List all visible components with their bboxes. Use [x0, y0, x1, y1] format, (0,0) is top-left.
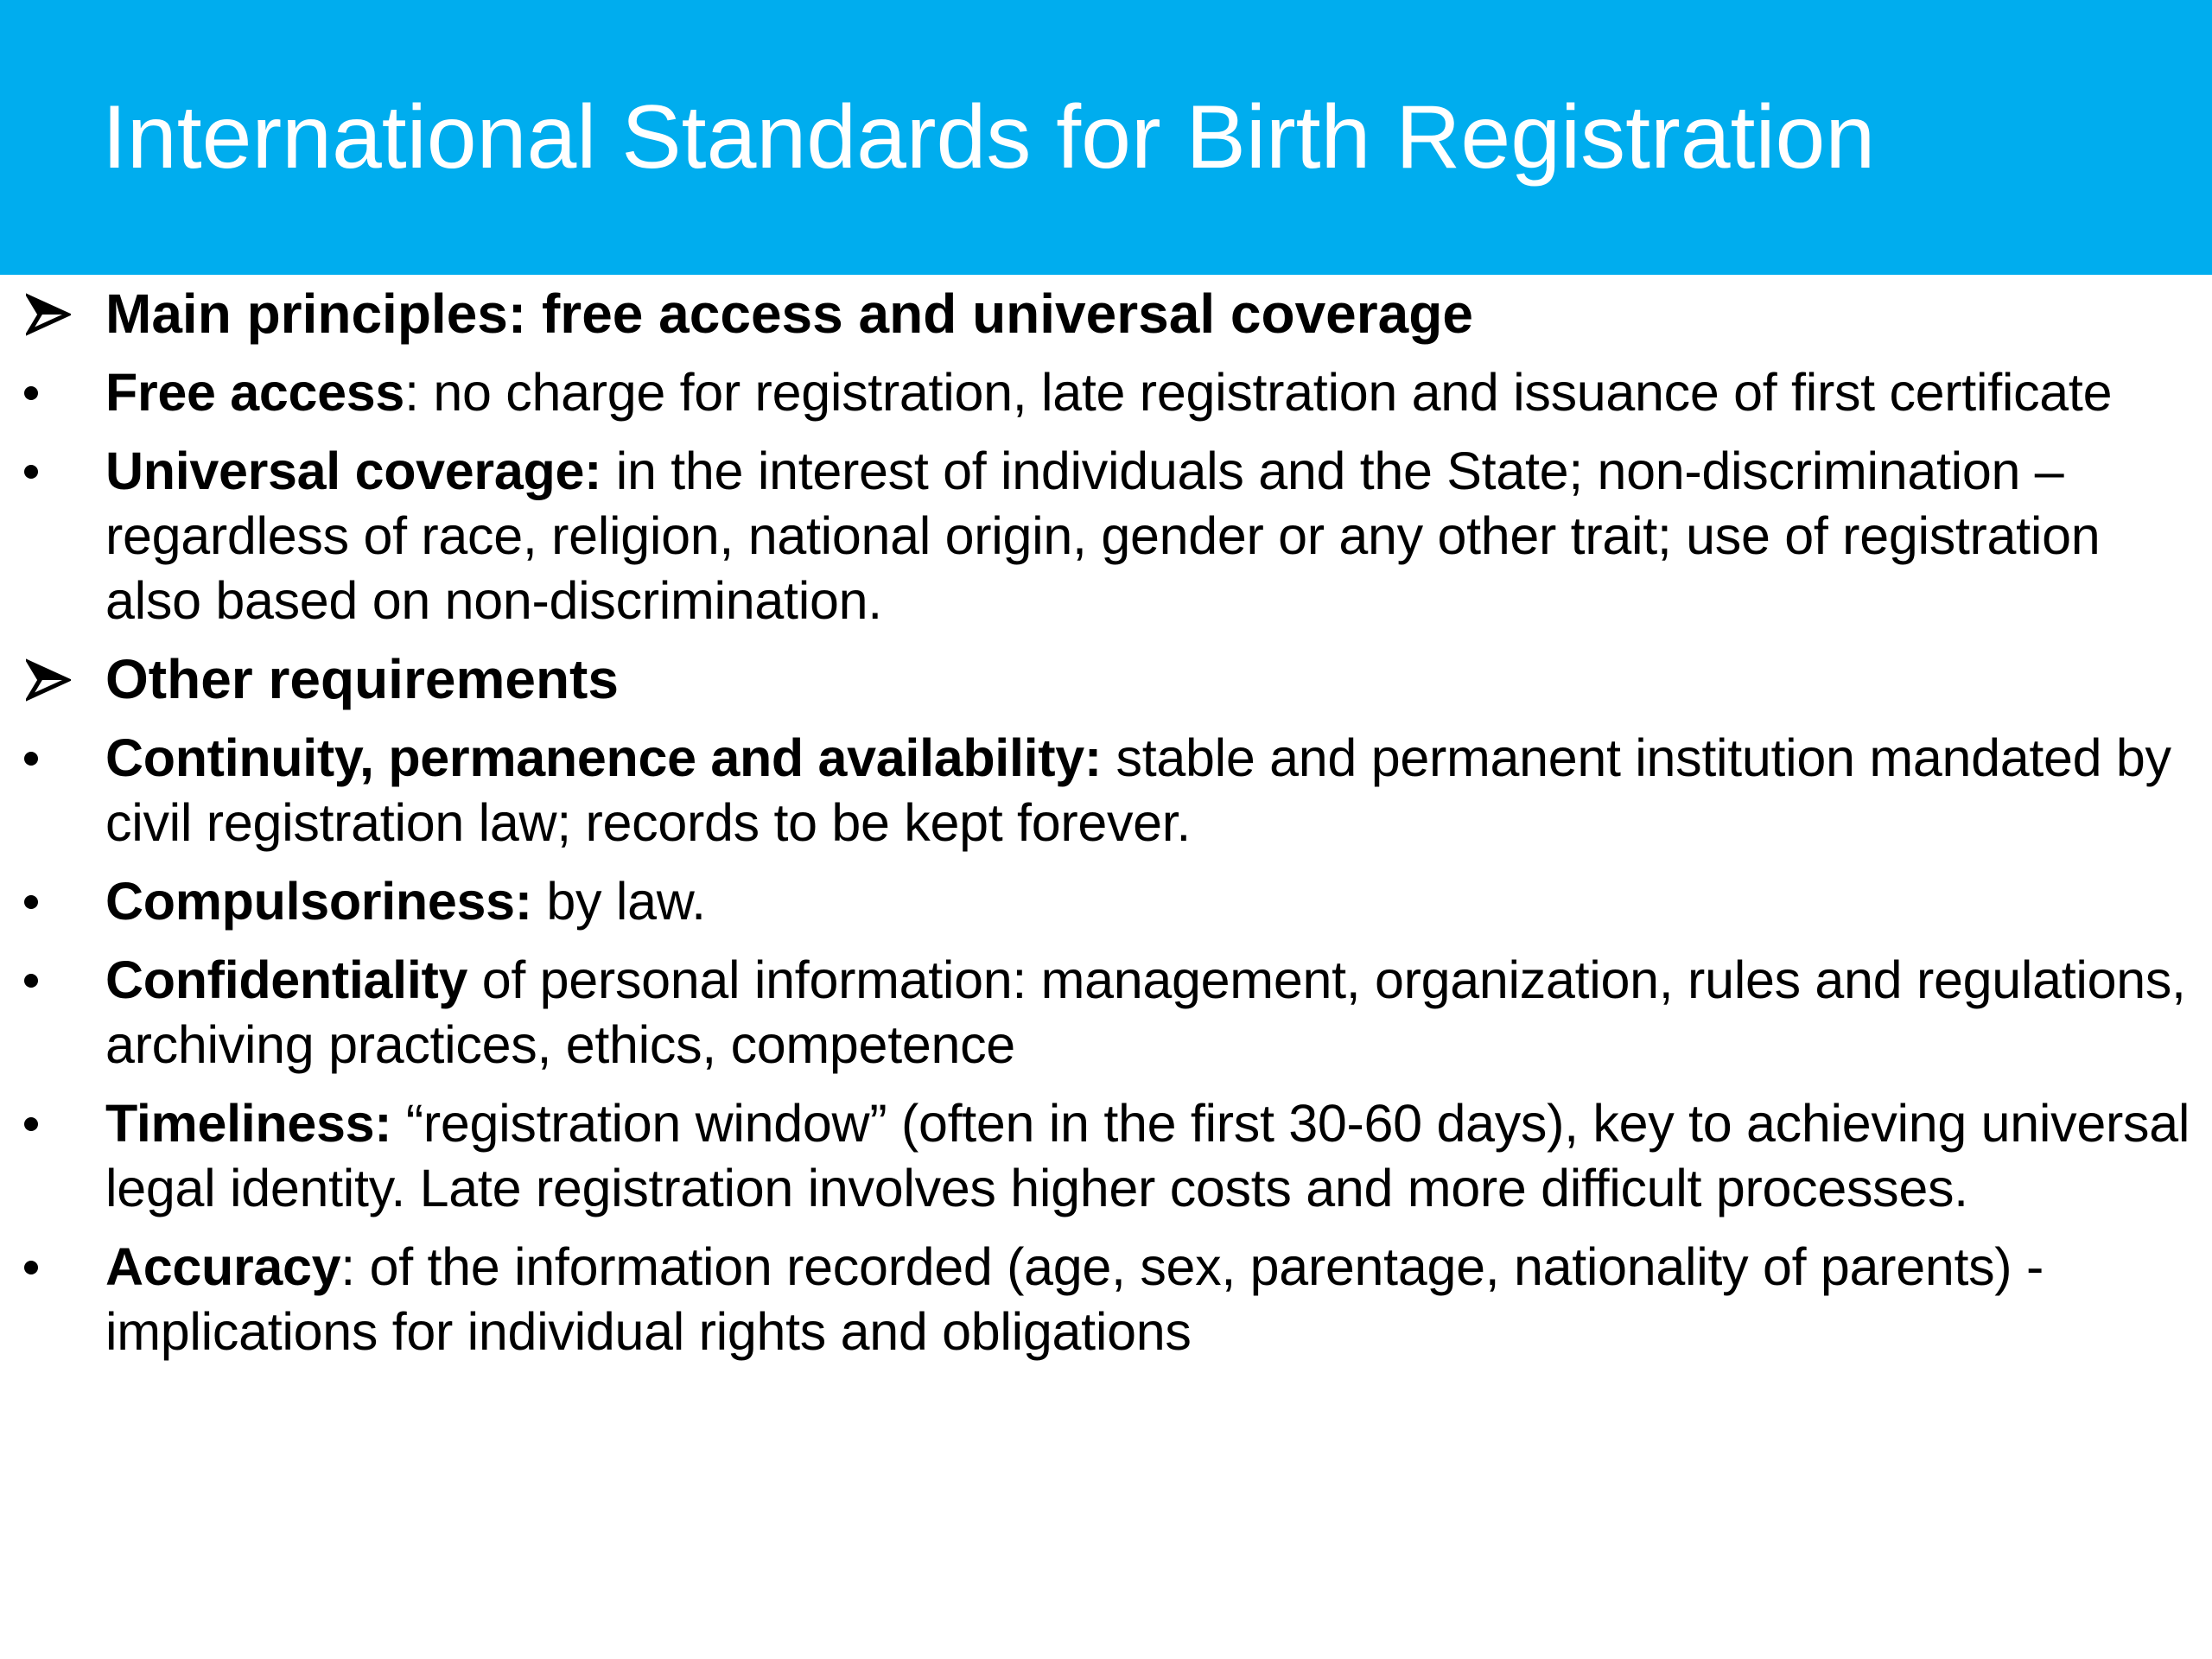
- section-heading-main-principles: [19, 282, 2196, 346]
- list-item-confidentiality: [19, 948, 2196, 1077]
- list-item-text: [105, 869, 2196, 934]
- list-item-term: Timeliness:: [105, 1094, 392, 1153]
- list-item-description: of personal information: management, organization, rules and regulations, archiving practices, ethics, competence: [105, 950, 2186, 1074]
- list-item-continuity: [19, 726, 2196, 855]
- list-item-description: : of the information recorded (age, sex, parentage, nationality of parents) - implications for individual rights and obligations: [105, 1237, 2044, 1361]
- list-item-description: “registration window” (often in the first 30-60 days), key to achieving universal legal identity. Late registration involves higher costs and more difficult processes.: [105, 1094, 2190, 1217]
- list-item-compulsoriness: [19, 869, 2196, 934]
- list-item-term: Continuity, permanence and availability:: [105, 728, 1102, 787]
- arrow-bullet-icon: [19, 647, 97, 712]
- list-item-term: Universal coverage:: [105, 442, 602, 500]
- list-item-text: [105, 360, 2196, 425]
- bullet-icon: [19, 439, 97, 504]
- section-heading-other-requirements: [19, 647, 2196, 712]
- list-item-text: [105, 439, 2196, 633]
- bullet-icon: [19, 948, 97, 1013]
- section-heading-text: Main principles: free access and universal coverage: [105, 283, 1473, 345]
- bullet-icon: [19, 360, 97, 425]
- slide-title: International Standards for Birth Registration: [102, 87, 1876, 188]
- bullet-icon: [19, 869, 97, 934]
- list-item-universal-coverage: [19, 439, 2196, 633]
- list-item-description: in the interest of individuals and the State; non-discrimination – regardless of race, religion, national origin, gender or any other trait; use of registration also based on non-discrimination.: [105, 442, 2101, 630]
- list-item-text: [105, 1235, 2196, 1364]
- list-item-timeliness: [19, 1091, 2196, 1221]
- list-item-text: [105, 1091, 2196, 1221]
- list-item-text: [105, 726, 2196, 855]
- list-item-term: Accuracy: [105, 1237, 341, 1296]
- list-item-description: : no charge for registration, late registration and issuance of first certificate: [404, 363, 2113, 422]
- bullet-icon: [19, 1235, 97, 1300]
- list-item-term: Free access: [105, 363, 405, 422]
- title-bar: [0, 0, 2212, 275]
- section-heading-text: Other requirements: [105, 648, 619, 710]
- list-item-term: Confidentiality: [105, 950, 468, 1009]
- list-item-description: by law.: [531, 872, 706, 931]
- list-item-text: [105, 948, 2196, 1077]
- list-item-description: stable and permanent institution mandated by civil registration law; records to be kept forever.: [105, 728, 2171, 852]
- list-item-accuracy: [19, 1235, 2196, 1364]
- arrow-bullet-icon: [19, 282, 97, 346]
- list-item-term: Compulsoriness:: [105, 872, 532, 931]
- slide-content: [0, 275, 2212, 1364]
- bullet-icon: [19, 726, 97, 791]
- bullet-icon: [19, 1091, 97, 1156]
- list-item-free-access: [19, 360, 2196, 425]
